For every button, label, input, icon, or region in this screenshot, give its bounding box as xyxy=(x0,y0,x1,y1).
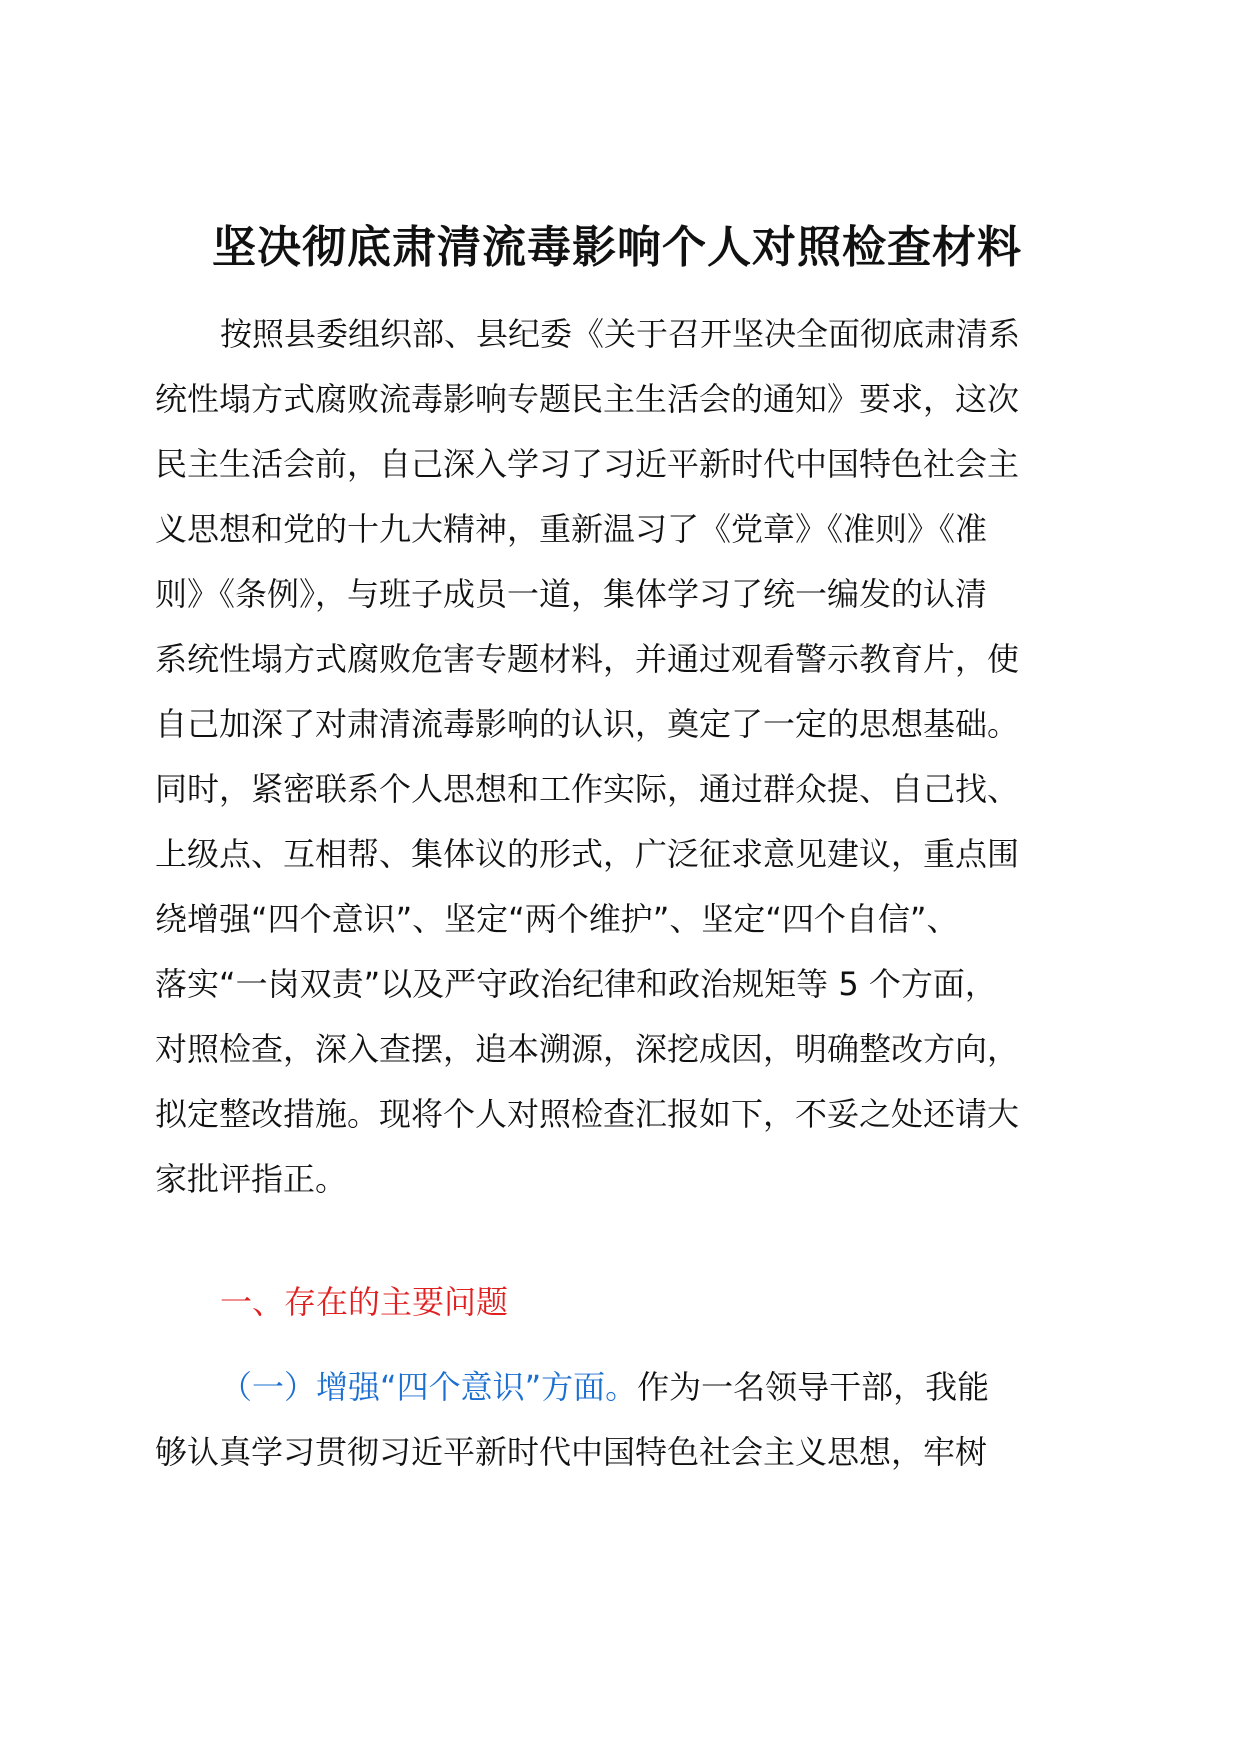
intro-line: 自己加深了对肃清流毒影响的认识，奠定了一定的思想基础。 xyxy=(155,705,1020,743)
intro-line: 家批评指正。 xyxy=(155,1160,348,1198)
subsection-line xyxy=(155,1355,1085,1420)
subsection-text: 作为一名领导干部，我能 xyxy=(637,1368,990,1406)
intro-line: 同时，紧密联系个人思想和工作实际，通过群众提、自己找、 xyxy=(155,770,1020,808)
intro-line: 拟定整改措施。现将个人对照检查汇报如下，不妥之处还请大 xyxy=(155,1095,1020,1133)
intro-line: 按照县委组织部、县纪委《关于召开坚决全面彻底肃清系 xyxy=(220,315,1021,353)
intro-line: 落实“一岗双责”以及严守政治纪律和政治规矩等 5 个方面， xyxy=(155,965,997,1003)
intro-line: 义思想和党的十九大精神，重新温习了《党章》《准则》《准 xyxy=(155,510,988,548)
intro-line: 民主生活会前，自己深入学习了习近平新时代中国特色社会主 xyxy=(155,445,1020,483)
intro-paragraph xyxy=(155,302,1085,1212)
intro-line: 统性塌方式腐败流毒影响专题民主生活会的通知》要求，这次 xyxy=(155,380,1020,418)
section-heading: 一、存在的主要问题 xyxy=(220,1283,509,1321)
intro-line: 系统性塌方式腐败危害专题材料，并通过观看警示教育片，使 xyxy=(155,640,1020,678)
intro-line: 上级点、互相帮、集体议的形式，广泛征求意见建议，重点围 xyxy=(155,835,1020,873)
document-title: 坚决彻底肃清流毒影响个人对照检查材料 xyxy=(212,222,1022,273)
subsection-heading: （一）增强“四个意识”方面。 xyxy=(220,1368,638,1406)
intro-line: 对照检查，深入查摆，追本溯源，深挖成因，明确整改方向， xyxy=(155,1030,1020,1068)
subsection-line: 够认真学习贯彻习近平新时代中国特色社会主义思想，牢树 xyxy=(155,1433,988,1471)
intro-line: 则》《条例》，与班子成员一道，集体学习了统一编发的认清 xyxy=(155,575,988,613)
intro-line: 绕增强“四个意识”、坚定“两个维护”、坚定“四个自信”、 xyxy=(155,900,959,938)
subsection-paragraph xyxy=(155,1355,1085,1485)
section-heading-block xyxy=(155,1270,1085,1335)
